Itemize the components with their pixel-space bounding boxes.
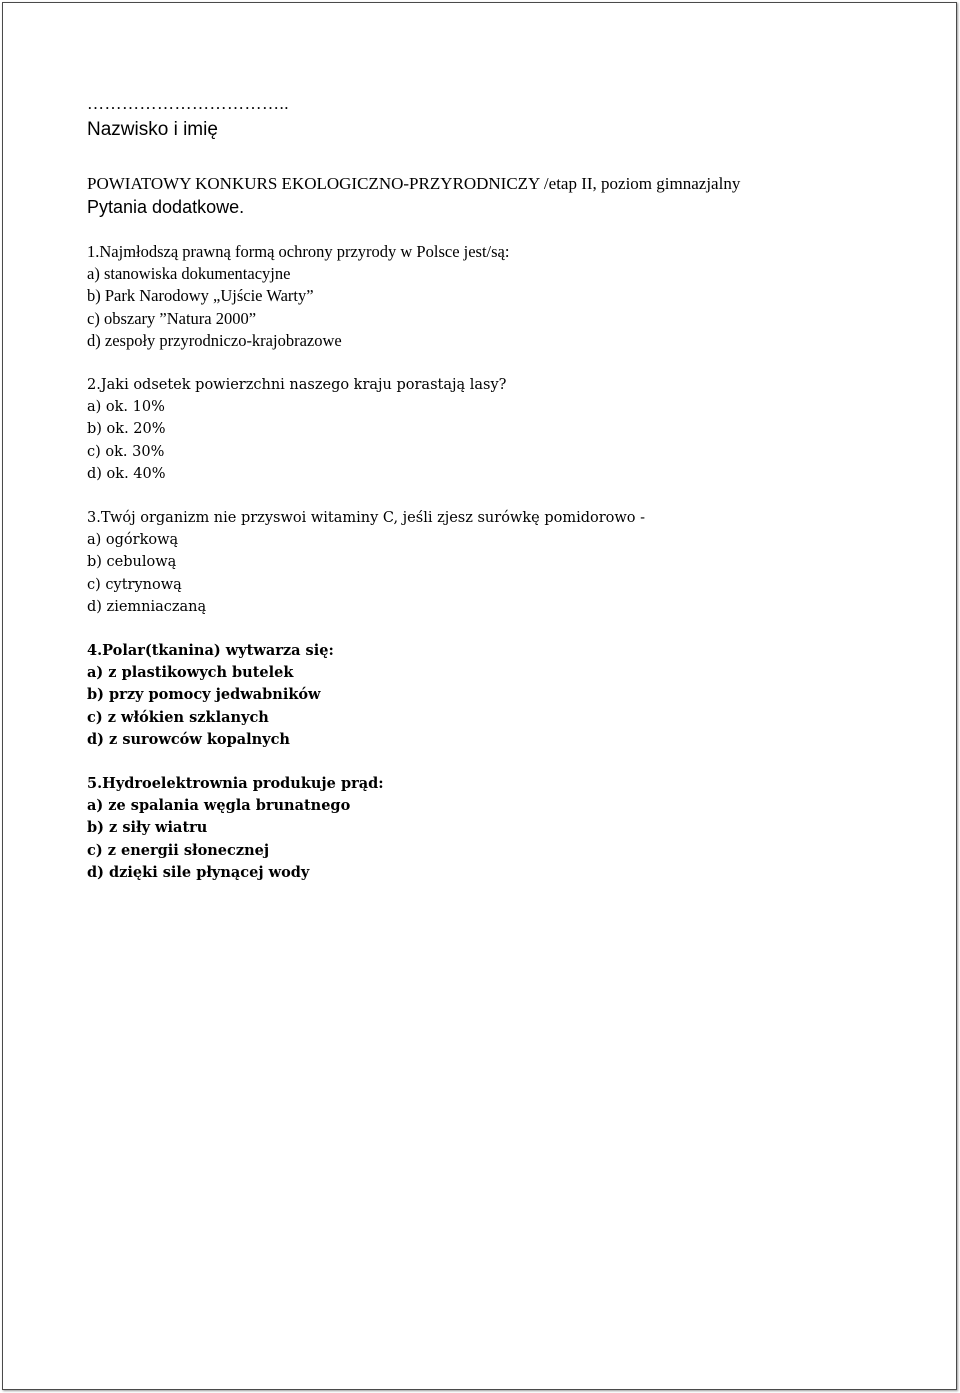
question-5-text: 5.Hydroelektrownia produkuje prąd: — [87, 775, 384, 793]
question-3-option-d: d) ziemniaczaną — [87, 598, 207, 615]
name-label: Nazwisko i imię — [87, 119, 218, 140]
question-5-option-c: c) z energii słonecznej — [87, 841, 270, 859]
question-3-text: 3.Twój organizm nie przyswoi witaminy C, jeśli zjesz surówkę pomidorowo - — [87, 510, 646, 527]
question-4 — [87, 640, 927, 751]
question-1-option-d: d) zespoły przyrodniczo-krajobrazowe — [87, 330, 342, 350]
question-5-option-a: a) ze spalania węgla brunatnego — [87, 797, 351, 815]
question-2 — [87, 374, 927, 485]
document-content — [87, 93, 927, 884]
question-2-option-b: b) ok. 20% — [87, 421, 166, 438]
question-2-option-a: a) ok. 10% — [87, 399, 165, 416]
extra-questions-label: Pytania dodatkowe. — [87, 197, 245, 217]
question-1-option-b: b) Park Narodowy „Ujście Warty” — [87, 286, 314, 306]
question-5-option-d: d) dzięki sile płynącej wody — [87, 863, 310, 881]
question-4-option-a: a) z plastikowych butelek — [87, 664, 294, 682]
question-5-option-b: b) z siły wiatru — [87, 819, 208, 837]
question-1-text: 1.Najmłodszą prawną formą ochrony przyrody w Polsce jest/są: — [87, 242, 510, 261]
name-dotted-line: …………………………….. — [87, 94, 289, 113]
question-5 — [87, 773, 927, 884]
question-3-option-c: c) cytrynową — [87, 576, 182, 593]
question-1 — [87, 241, 927, 352]
question-4-option-c: c) z włókien szklanych — [87, 708, 269, 726]
question-2-option-c: c) ok. 30% — [87, 443, 165, 460]
question-1-option-a: a) stanowiska dokumentacyjne — [87, 264, 291, 284]
contest-title: POWIATOWY KONKURS EKOLOGICZNO-PRZYRODNICZY /etap II, poziom gimnazjalny — [87, 174, 741, 193]
question-1-option-c: c) obszary ”Natura 2000” — [87, 308, 257, 328]
question-4-text: 4.Polar(tkanina) wytwarza się: — [87, 642, 334, 660]
question-3-option-a: a) ogórkową — [87, 532, 179, 549]
question-3 — [87, 507, 927, 618]
question-4-option-b: b) przy pomocy jedwabników — [87, 686, 321, 704]
page-frame — [2, 2, 957, 1390]
question-2-option-d: d) ok. 40% — [87, 465, 166, 482]
question-2-text: 2.Jaki odsetek powierzchni naszego kraju porastają lasy? — [87, 377, 507, 394]
question-4-option-d: d) z surowców kopalnych — [87, 730, 290, 748]
question-3-option-b: b) cebulową — [87, 554, 177, 571]
